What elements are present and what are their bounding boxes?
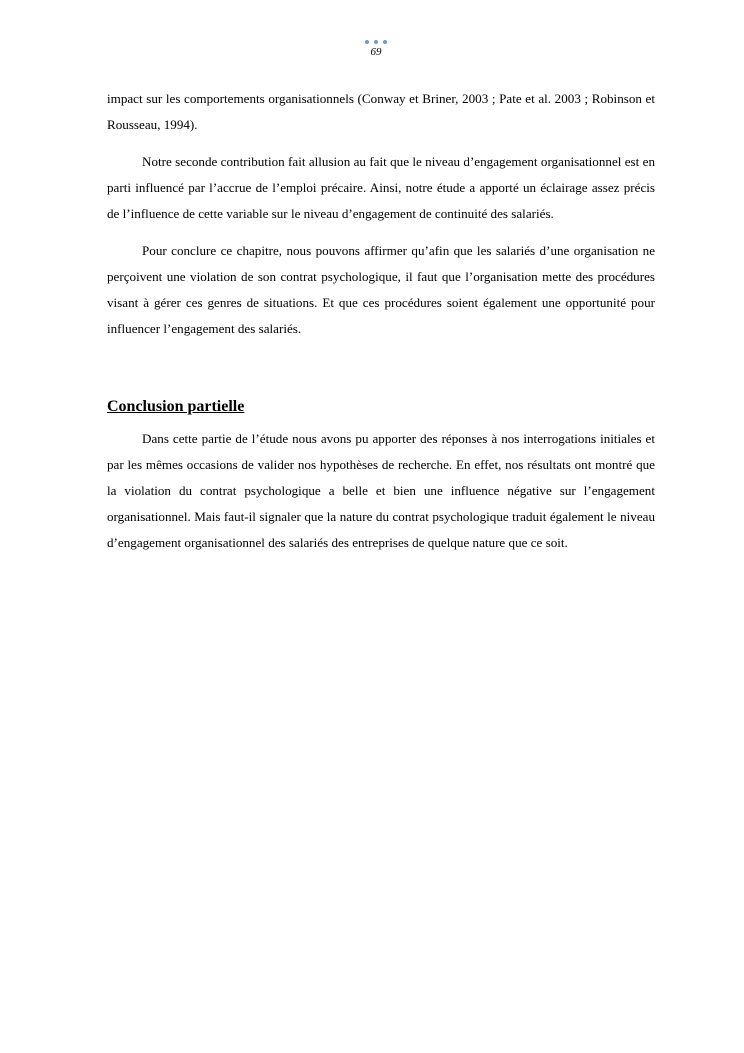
dot-ornament-icon <box>374 40 378 44</box>
page-header <box>0 40 744 58</box>
section-heading: Conclusion partielle <box>107 398 245 415</box>
paragraph-partial-conclusion: Dans cette partie de l’étude nous avons pu apporter des réponses à nos interrogations initiales et par les mêmes occasions de valider nos hypothèses de recherche. En effet, nos résultats ont montré que la violation du contrat psychologique a belle et bien une influence négative sur l’engagement organisationnel. Mais faut-il signaler que la nature du contrat psychologique traduit également le niveau d’engagement organisationnel des salariés des entreprises de quelque nature que ce soit. <box>107 431 655 550</box>
paragraph-chapter-conclusion: Pour conclure ce chapitre, nous pouvons affirmer qu’afin que les salariés d’une organisation ne perçoivent une violation de son contrat psychologique, il faut que l’organisation mette des procédures visant à gérer ces genres de situations. Et que ces procédures soient également une opportunité pour influencer l’engagement des salariés. <box>107 243 655 336</box>
dot-ornament-icon <box>365 40 369 44</box>
paragraph-continuation: impact sur les comportements organisationnels (Conway et Briner, 2003 ; Pate et al. 2003 ; Robinson et Rousseau, 1994). <box>107 91 655 132</box>
paragraph-second-contribution: Notre seconde contribution fait allusion au fait que le niveau d’engagement organisationnel est en parti influencé par l’accrue de l’emploi précaire. Ainsi, notre étude a apporté un éclairage assez précis de l’influence de cette variable sur le niveau d’engagement de continuité des salariés. <box>107 154 655 221</box>
dot-ornament-icon <box>383 40 387 44</box>
document-body <box>107 86 655 567</box>
page-number: 69 <box>370 46 382 58</box>
